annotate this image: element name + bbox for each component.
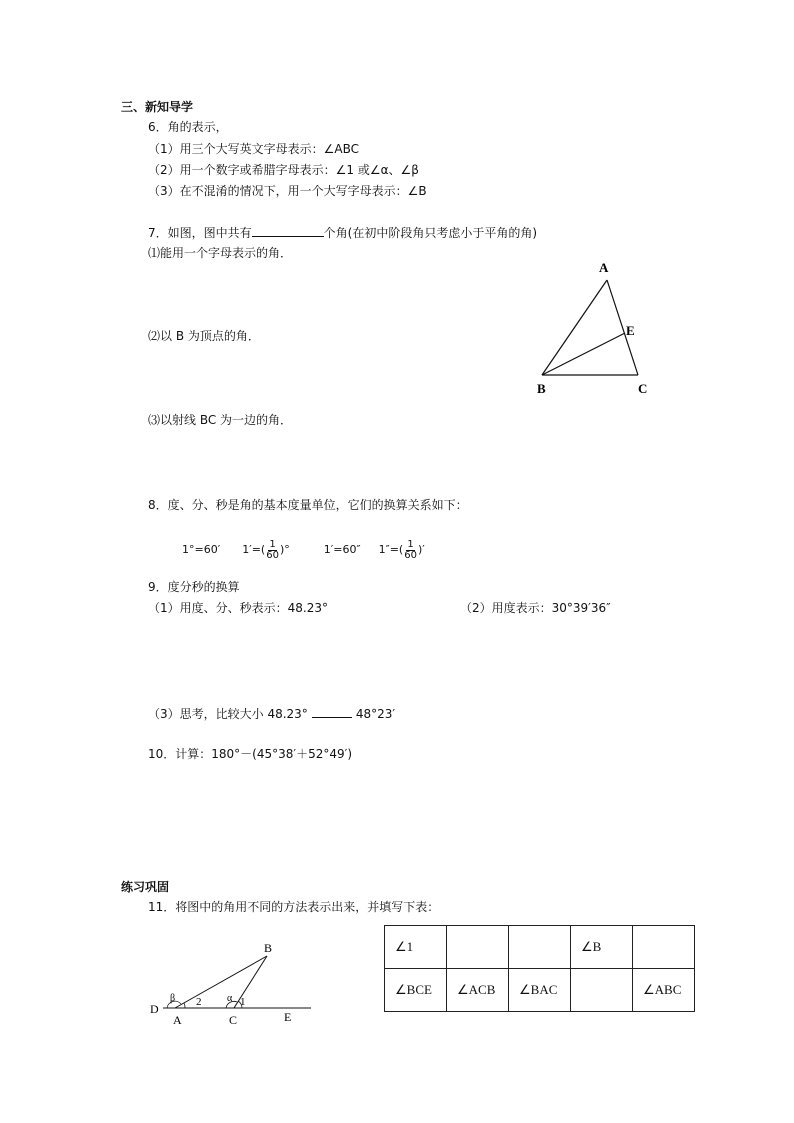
table-row xyxy=(385,969,695,1012)
label-b: B xyxy=(537,381,546,396)
label-b: B xyxy=(264,941,273,955)
q9-item-3 xyxy=(148,705,395,722)
segment-be xyxy=(542,333,625,375)
q7-title-prefix: 7．如图，图中共有 xyxy=(148,226,252,240)
table-cell[interactable]: ∠BCE xyxy=(385,969,447,1012)
q9-item-3-suffix: 48°23′ xyxy=(355,707,396,721)
label-a: A xyxy=(599,260,609,275)
q7-sub-2: ⑵以 B 为顶点的角． xyxy=(148,329,260,343)
table-row xyxy=(385,926,695,969)
angle-figure xyxy=(145,938,320,1030)
q9-item-1: （1）用度、分、秒表示：48.23° xyxy=(148,601,328,615)
table-cell[interactable] xyxy=(633,926,695,969)
angle-table xyxy=(384,925,695,1012)
q11-title: 11．将图中的角用不同的方法表示出来，并填写下表： xyxy=(148,900,440,914)
label-d: D xyxy=(150,1002,159,1016)
label-c: C xyxy=(638,381,648,396)
q7-sub-1: ⑴能用一个字母表示的角． xyxy=(148,246,293,260)
table-cell[interactable] xyxy=(509,926,571,969)
table-cell[interactable] xyxy=(447,926,509,969)
segment-ab xyxy=(542,280,607,375)
table-cell[interactable]: ∠ACB xyxy=(447,969,509,1012)
q8-title: 8．度、分、秒是角的基本度量单位，它们的换算关系如下： xyxy=(148,498,468,512)
q9-item-3-prefix: （3）思考，比较大小 48.23° xyxy=(148,707,308,721)
q7-answer-blank[interactable] xyxy=(252,224,324,237)
section-heading: 三、新知导学 xyxy=(121,100,194,114)
label-a: A xyxy=(173,1013,182,1027)
table-cell[interactable]: ∠ABC xyxy=(633,969,695,1012)
q8-fraction-2: $\frac{1}{60}$ xyxy=(404,538,417,561)
q8-fraction-1: $\frac{1}{60}$ xyxy=(266,538,279,561)
segment-ab xyxy=(175,956,267,1008)
arc-2 xyxy=(184,1003,185,1008)
q6-title: 6．角的表示， xyxy=(148,120,228,134)
q8-eq-1: 1°=60′ xyxy=(182,543,221,556)
q9-item-2: （2）用度表示：30°39′36″ xyxy=(460,601,611,615)
label-e: E xyxy=(284,1010,292,1024)
triangle-figure xyxy=(530,255,660,400)
table-cell[interactable]: ∠1 xyxy=(385,926,447,969)
label-beta: β xyxy=(170,993,176,1004)
q6-item-3: （3）在不混淆的情况下，用一个大写字母表示：∠B xyxy=(148,184,427,198)
q8-equations xyxy=(182,538,425,562)
q8-eq-4-suffix: )′ xyxy=(417,543,425,556)
q7-sub-3: ⑶以射线 BC 为一边的角． xyxy=(148,413,293,427)
label-alpha: α xyxy=(227,993,233,1004)
segment-cb xyxy=(234,956,267,1008)
table-cell[interactable]: ∠BAC xyxy=(509,969,571,1012)
label-1: 1 xyxy=(240,996,246,1008)
q9-title: 9．度分秒的换算 xyxy=(148,580,240,594)
q7-title xyxy=(148,224,537,241)
q6-item-2: （2）用一个数字或希腊字母表示：∠1 或∠α、∠β xyxy=(148,163,419,177)
q8-eq-2-suffix: )° xyxy=(279,543,290,556)
label-c: C xyxy=(229,1013,238,1027)
table-cell[interactable] xyxy=(571,969,633,1012)
table-cell[interactable]: ∠B xyxy=(571,926,633,969)
q10-title: 10．计算：180°－(45°38′＋52°49′) xyxy=(148,747,353,761)
practice-heading: 练习巩固 xyxy=(121,880,170,894)
q8-eq-4-prefix: 1″=( xyxy=(378,543,404,556)
q8-eq-2-prefix: 1′=( xyxy=(242,543,266,556)
q7-title-suffix: 个角(在初中阶段角只考虑小于平角的角) xyxy=(323,226,538,240)
q8-eq-3: 1′=60″ xyxy=(323,543,361,556)
q6-item-1: （1）用三个大写英文字母表示：∠ABC xyxy=(148,142,360,156)
label-e: E xyxy=(626,323,635,338)
label-2: 2 xyxy=(196,996,202,1008)
q9-compare-blank[interactable] xyxy=(312,705,352,718)
